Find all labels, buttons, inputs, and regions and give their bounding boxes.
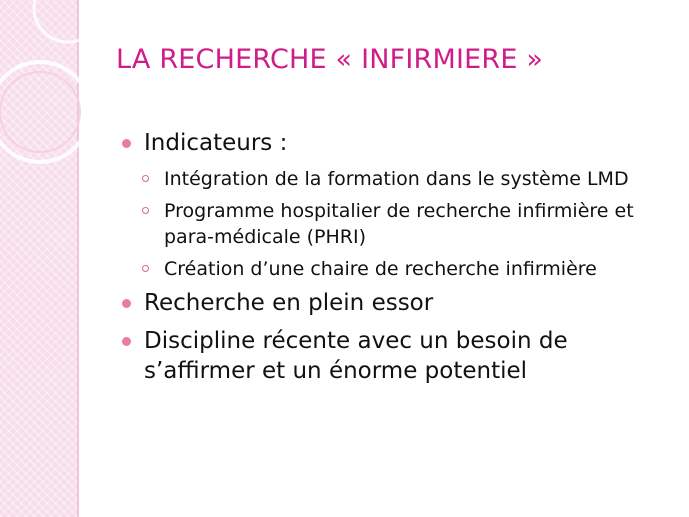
bullet-dot-icon — [122, 139, 131, 148]
bullet-dot-icon — [122, 337, 131, 346]
bullet-dot-icon — [122, 299, 131, 308]
bullet-ring-icon — [142, 207, 149, 214]
sub-bullet-item-chaire — [120, 256, 672, 282]
bullet-item-discipline — [120, 326, 672, 386]
deco-circle-top — [34, 0, 102, 42]
bullet-ring-icon — [142, 175, 149, 182]
bullet-item-essor — [120, 288, 672, 318]
bullet-ring-icon — [142, 265, 149, 272]
decorative-circles — [0, 0, 140, 200]
deco-circle-large — [0, 62, 90, 162]
slide-title: LA RECHERCHE « INFIRMIERE » — [116, 44, 544, 75]
sub-bullet-item-phri — [120, 198, 672, 250]
sub-bullet-list — [120, 166, 672, 282]
bullet-text: Recherche en plein essor — [144, 290, 434, 316]
bullet-text: Indicateurs : — [144, 130, 288, 156]
sub-bullet-text: Création d’une chaire de recherche infirmière — [164, 258, 597, 280]
sub-bullet-text: Programme hospitalier de recherche infirmière et para-médicale (PHRI) — [164, 200, 634, 248]
deco-circle-inner — [0, 72, 80, 152]
bullet-text: Discipline récente avec un besoin de s’affirmer et un énorme potentiel — [144, 328, 568, 384]
sub-bullet-text: Intégration de la formation dans le système LMD — [164, 168, 629, 190]
bullet-item-indicateurs — [120, 128, 672, 158]
bullet-list — [120, 128, 672, 394]
sub-bullet-item-lmd — [120, 166, 672, 192]
